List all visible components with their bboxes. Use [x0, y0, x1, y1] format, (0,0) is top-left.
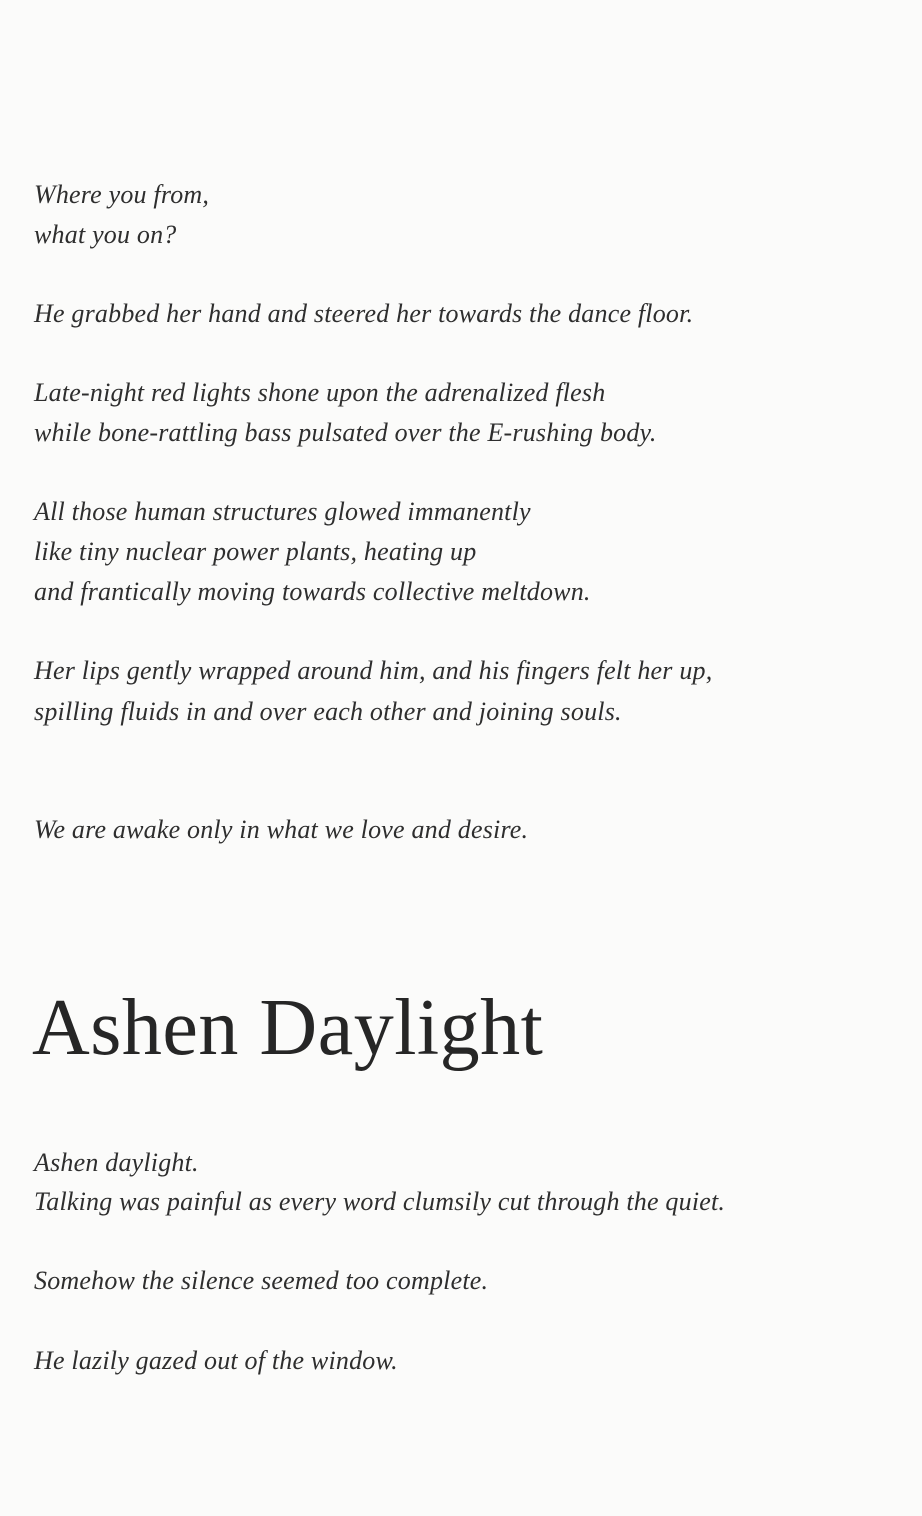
- poem-line: Where you from,: [34, 180, 210, 209]
- poem-title: Ashen Daylight: [32, 984, 544, 1072]
- poem-line: He lazily gazed out of the window.: [34, 1346, 398, 1375]
- poem-line: All those human structures glowed immanently: [34, 497, 531, 526]
- poem-line: while bone-rattling bass pulsated over the E-rushing body.: [34, 418, 657, 447]
- poem-line: like tiny nuclear power plants, heating up: [34, 537, 477, 566]
- poem-line: and frantically moving towards collective meltdown.: [34, 577, 591, 606]
- poem-line: Her lips gently wrapped around him, and his fingers felt her up,: [34, 656, 713, 685]
- poem-line: Ashen daylight.: [34, 1148, 199, 1177]
- poem-line: Late-night red lights shone upon the adrenalized flesh: [34, 378, 606, 407]
- poem-line: spilling fluids in and over each other and joining souls.: [34, 697, 622, 726]
- poem-line: He grabbed her hand and steered her towards the dance floor.: [34, 299, 694, 328]
- poem-line: We are awake only in what we love and desire.: [34, 815, 529, 844]
- poem-line: Somehow the silence seemed too complete.: [34, 1266, 489, 1295]
- poem-line: what you on?: [34, 220, 177, 249]
- poem-line: Talking was painful as every word clumsily cut through the quiet.: [34, 1187, 726, 1216]
